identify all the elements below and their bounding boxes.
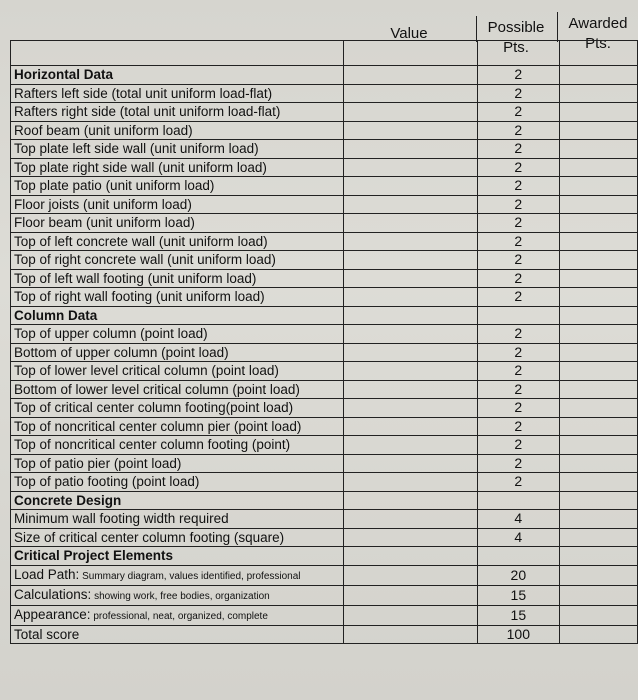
- table-row: [11, 214, 638, 233]
- criterion-text: Top of upper column (point load): [14, 326, 208, 342]
- possible-points-cell: [477, 491, 559, 510]
- value-cell[interactable]: [344, 491, 477, 510]
- possible-header-line1: Possible: [487, 19, 545, 36]
- value-cell[interactable]: [344, 417, 477, 436]
- awarded-points-cell[interactable]: [559, 585, 637, 605]
- value-cell[interactable]: [344, 306, 477, 325]
- possible-points-cell: 2: [477, 288, 559, 307]
- table-row: [11, 454, 638, 473]
- awarded-points-cell[interactable]: [559, 473, 637, 492]
- value-cell[interactable]: [344, 269, 477, 288]
- table-row: [11, 158, 638, 177]
- criterion-text: Top plate right side wall (unit uniform load): [14, 159, 267, 175]
- value-cell[interactable]: [344, 565, 477, 585]
- awarded-points-cell[interactable]: [559, 288, 637, 307]
- awarded-points-cell[interactable]: [559, 605, 637, 625]
- possible-points-cell: 4: [477, 528, 559, 547]
- criterion-label: [11, 140, 344, 159]
- table-row: [11, 417, 638, 436]
- criterion-label: [11, 605, 344, 625]
- criterion-label: [11, 269, 344, 288]
- possible-points-cell: 2: [477, 140, 559, 159]
- awarded-points-cell[interactable]: [559, 66, 637, 85]
- criterion-label: [11, 158, 344, 177]
- value-cell[interactable]: [344, 121, 477, 140]
- awarded-points-cell[interactable]: [559, 454, 637, 473]
- criterion-text: Rafters left side (total unit uniform load-flat): [14, 85, 273, 101]
- criterion-label: [11, 585, 344, 605]
- possible-points-cell: 2: [477, 454, 559, 473]
- possible-points-cell: 2: [477, 214, 559, 233]
- value-cell[interactable]: [344, 214, 477, 233]
- criterion-label: [11, 121, 344, 140]
- awarded-points-cell[interactable]: [559, 325, 637, 344]
- criterion-text: Top plate left side wall (unit uniform load): [14, 141, 259, 157]
- criterion-text: Rafters right side (total unit uniform load-flat): [14, 104, 281, 120]
- possible-points-cell: 2: [477, 66, 559, 85]
- criterion-text: Top of left concrete wall (unit uniform load): [14, 233, 268, 249]
- criterion-text: Top of right wall footing (unit uniform load): [14, 289, 265, 305]
- awarded-header-line1: Awarded: [568, 15, 628, 32]
- header-divider-value: [476, 16, 477, 42]
- table-row: [11, 251, 638, 270]
- criterion-text: Calculations:: [14, 586, 92, 602]
- awarded-points-cell[interactable]: [559, 491, 637, 510]
- possible-points-cell: 2: [477, 251, 559, 270]
- criterion-label: [11, 103, 344, 122]
- criterion-label: [11, 473, 344, 492]
- value-cell[interactable]: [344, 605, 477, 625]
- table-row: [11, 380, 638, 399]
- criterion-text: Load Path:: [14, 566, 80, 582]
- value-cell[interactable]: [344, 585, 477, 605]
- criterion-text: Top of patio pier (point load): [14, 455, 182, 471]
- criterion-label: [11, 417, 344, 436]
- awarded-points-cell[interactable]: [559, 84, 637, 103]
- value-cell[interactable]: [344, 454, 477, 473]
- value-cell[interactable]: [344, 510, 477, 529]
- section-row: [11, 306, 638, 325]
- value-cell[interactable]: [344, 547, 477, 566]
- criterion-text: Minimum wall footing width required: [14, 511, 229, 527]
- criterion-description: professional, neat, organized, complete: [90, 610, 268, 622]
- criterion-label: [11, 454, 344, 473]
- value-cell[interactable]: [344, 158, 477, 177]
- criterion-text: Total score: [14, 626, 80, 642]
- awarded-points-cell[interactable]: [559, 625, 637, 644]
- table-row: [11, 528, 638, 547]
- criterion-label: [11, 510, 344, 529]
- criterion-label: [11, 436, 344, 455]
- awarded-points-cell[interactable]: [559, 214, 637, 233]
- table-row: [11, 565, 638, 585]
- table-row: [11, 84, 638, 103]
- possible-points-cell: 2: [477, 84, 559, 103]
- criterion-text: Bottom of lower level critical column (point load): [14, 381, 300, 397]
- table-row: [11, 325, 638, 344]
- criterion-text: Top of right concrete wall (unit uniform load): [14, 252, 276, 268]
- possible-points-cell: 2: [477, 177, 559, 196]
- section-row: [11, 491, 638, 510]
- table-row: [11, 269, 638, 288]
- awarded-points-cell[interactable]: [559, 547, 637, 566]
- section-row: [11, 547, 638, 566]
- possible-points-cell: 100: [477, 625, 559, 644]
- criterion-text: Top of noncritical center column pier (point load): [14, 418, 302, 434]
- awarded-points-cell[interactable]: [559, 343, 637, 362]
- header-divider-awarded: [557, 12, 558, 42]
- total-row: [11, 625, 638, 644]
- criterion-label: [11, 565, 344, 585]
- criterion-label: [11, 399, 344, 418]
- value-cell[interactable]: [344, 343, 477, 362]
- criterion-text: Concrete Design: [14, 492, 122, 508]
- value-cell[interactable]: [344, 195, 477, 214]
- table-row: [11, 510, 638, 529]
- value-cell[interactable]: [344, 399, 477, 418]
- criterion-text: Column Data: [14, 307, 98, 323]
- criterion-text: Floor beam (unit uniform load): [14, 215, 195, 231]
- awarded-points-cell[interactable]: [559, 41, 637, 66]
- awarded-points-cell[interactable]: [559, 306, 637, 325]
- criterion-label: [11, 84, 344, 103]
- table-row: [11, 473, 638, 492]
- criterion-label: [11, 177, 344, 196]
- possible-points-cell: [477, 41, 559, 66]
- value-header-text: Value: [390, 25, 428, 42]
- criterion-label: [11, 232, 344, 251]
- value-cell[interactable]: [344, 177, 477, 196]
- possible-points-cell: 2: [477, 343, 559, 362]
- awarded-points-cell[interactable]: [559, 269, 637, 288]
- possible-points-cell: 2: [477, 325, 559, 344]
- table-row: [11, 362, 638, 381]
- possible-points-cell: 2: [477, 380, 559, 399]
- table-row: [11, 195, 638, 214]
- possible-points-cell: [477, 547, 559, 566]
- criterion-text: Top of left wall footing (unit uniform load): [14, 270, 257, 286]
- possible-points-cell: 15: [477, 585, 559, 605]
- criterion-text: Roof beam (unit uniform load): [14, 122, 193, 138]
- possible-points-cell: 2: [477, 121, 559, 140]
- criterion-text: Size of critical center column footing (square): [14, 529, 285, 545]
- possible-points-cell: 2: [477, 232, 559, 251]
- awarded-points-cell[interactable]: [559, 158, 637, 177]
- criterion-label: [11, 325, 344, 344]
- criterion-text: Top plate patio (unit uniform load): [14, 178, 215, 194]
- criterion-text: Top of patio footing (point load): [14, 474, 200, 490]
- table-row: [11, 41, 638, 66]
- value-cell[interactable]: [344, 140, 477, 159]
- awarded-points-cell[interactable]: [559, 195, 637, 214]
- criterion-label: [11, 306, 344, 325]
- awarded-points-cell[interactable]: [559, 121, 637, 140]
- possible-points-cell: 2: [477, 417, 559, 436]
- value-cell[interactable]: [344, 232, 477, 251]
- criterion-text: Top of critical center column footing(point load): [14, 400, 294, 416]
- value-cell[interactable]: [344, 288, 477, 307]
- possible-points-cell: 4: [477, 510, 559, 529]
- grading-table: [10, 40, 638, 644]
- value-cell[interactable]: [344, 380, 477, 399]
- criterion-label: [11, 214, 344, 233]
- awarded-points-cell[interactable]: [559, 103, 637, 122]
- awarded-points-cell[interactable]: [559, 510, 637, 529]
- value-cell[interactable]: [344, 84, 477, 103]
- criterion-label: [11, 251, 344, 270]
- table-row: [11, 399, 638, 418]
- awarded-points-cell[interactable]: [559, 251, 637, 270]
- criterion-label: [11, 528, 344, 547]
- value-cell[interactable]: [344, 625, 477, 644]
- possible-points-cell: [477, 306, 559, 325]
- possible-points-cell: 15: [477, 605, 559, 625]
- table-row: [11, 232, 638, 251]
- value-cell[interactable]: [344, 103, 477, 122]
- possible-points-cell: 2: [477, 103, 559, 122]
- criterion-text: Critical Project Elements: [14, 548, 174, 564]
- awarded-points-cell[interactable]: [559, 380, 637, 399]
- table-row: [11, 103, 638, 122]
- criterion-text: Floor joists (unit uniform load): [14, 196, 192, 212]
- criterion-label: [11, 66, 344, 85]
- awarded-points-cell[interactable]: [559, 177, 637, 196]
- table-row: [11, 288, 638, 307]
- criterion-label: [11, 41, 344, 66]
- possible-points-cell: 2: [477, 362, 559, 381]
- criterion-description: Summary diagram, values identified, professional: [79, 570, 301, 582]
- section-row: [11, 66, 638, 85]
- awarded-points-cell[interactable]: [559, 362, 637, 381]
- value-cell[interactable]: [344, 41, 477, 66]
- awarded-points-cell[interactable]: [559, 232, 637, 251]
- table-row: [11, 436, 638, 455]
- criterion-text: Bottom of upper column (point load): [14, 344, 229, 360]
- criterion-label: [11, 195, 344, 214]
- value-cell[interactable]: [344, 436, 477, 455]
- criterion-label: [11, 362, 344, 381]
- possible-points-cell: 2: [477, 436, 559, 455]
- criterion-description: showing work, free bodies, organization: [91, 590, 270, 602]
- possible-points-cell: 2: [477, 195, 559, 214]
- value-cell[interactable]: [344, 66, 477, 85]
- table-row: [11, 121, 638, 140]
- criterion-label: [11, 288, 344, 307]
- table-row: [11, 140, 638, 159]
- grading-table-body: [11, 41, 638, 644]
- value-cell[interactable]: [344, 251, 477, 270]
- awarded-header-line2: Pts.: [585, 35, 611, 52]
- awarded-points-cell[interactable]: [559, 565, 637, 585]
- table-row: [11, 605, 638, 625]
- criterion-text: Top of lower level critical column (point load): [14, 363, 279, 379]
- value-cell[interactable]: [344, 528, 477, 547]
- criterion-label: [11, 380, 344, 399]
- possible-points-cell: 2: [477, 473, 559, 492]
- criterion-label: [11, 491, 344, 510]
- possible-points-cell: 2: [477, 269, 559, 288]
- awarded-points-cell[interactable]: [559, 140, 637, 159]
- criterion-text: Top of noncritical center column footing (point): [14, 437, 291, 453]
- value-cell[interactable]: [344, 362, 477, 381]
- criterion-label: [11, 343, 344, 362]
- awarded-points-cell[interactable]: [559, 528, 637, 547]
- possible-points-cell: 20: [477, 565, 559, 585]
- criterion-label: [11, 547, 344, 566]
- criterion-text: Appearance:: [14, 606, 91, 622]
- criterion-text: Horizontal Data: [14, 67, 114, 83]
- table-row: [11, 585, 638, 605]
- awarded-points-cell[interactable]: [559, 436, 637, 455]
- table-row: [11, 343, 638, 362]
- awarded-points-cell[interactable]: [559, 399, 637, 418]
- value-cell[interactable]: [344, 473, 477, 492]
- criterion-label: [11, 625, 344, 644]
- possible-points-cell: 2: [477, 158, 559, 177]
- possible-header-line2: Pts.: [503, 39, 529, 56]
- table-row: [11, 177, 638, 196]
- value-cell[interactable]: [344, 325, 477, 344]
- possible-points-cell: 2: [477, 399, 559, 418]
- awarded-points-cell[interactable]: [559, 417, 637, 436]
